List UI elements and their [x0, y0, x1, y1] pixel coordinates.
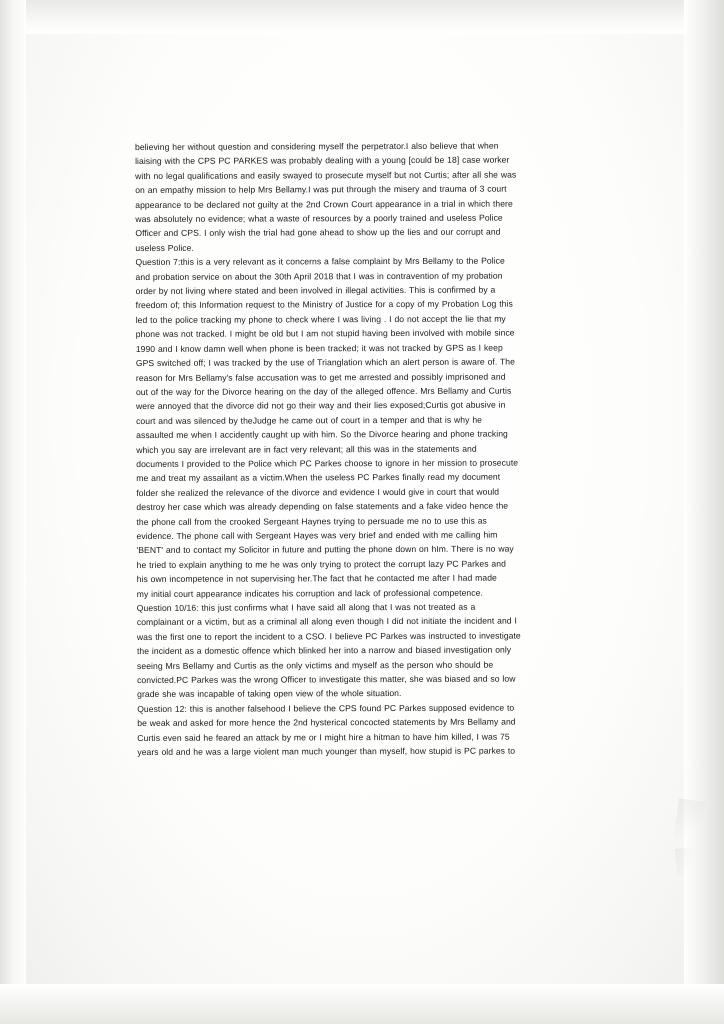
body-line: grade she was incapable of taking open view of the whole situation. [137, 688, 402, 700]
body-line: complainant or a victim, but as a criminal all along even though I did not initiate the incident and I [136, 615, 517, 628]
body-line: were annoyed that the divorce did not go their way and their lies exposed;Curtis got abusive in [136, 399, 506, 412]
page-edge-top-shadow [0, 0, 724, 34]
body-line: destroy her case which was already depending on false statements and a fake video hence the [136, 500, 509, 513]
body-line: appearance to be declared not guilty at the 2nd Crown Court appearance in a trial in which there [135, 198, 513, 210]
body-line: 1990 and I know damn well when phone is been tracked; it was not tracked by GPS as I keep [135, 342, 503, 354]
body-line: documents I provided to the Police which PC Parkes choose to ignore in her mission to prosecute [136, 457, 519, 469]
body-line: Question 7:this is a very relevant as it concerns a false complaint by Mrs Bellamy to the Police [135, 255, 505, 268]
body-line: folder she realized the relevance of the divorce and evidence I would give in court that would [136, 486, 500, 498]
body-line: Officer and CPS. I only wish the trial had gone ahead to show up the lies and our corrupt and [135, 227, 501, 239]
body-line: be weak and asked for more hence the 2nd hysterical concocted statements by Mrs Bellamy and [137, 716, 516, 729]
body-line: with no legal qualifications and easily swayed to prosecute myself but not Curtis; after all she was [135, 169, 517, 181]
body-line: and probation service on about the 30th April 2018 that I was in contravention of my probation [135, 270, 503, 282]
page-edge-bottom-shadow [0, 984, 724, 1024]
body-line: 'BENT' and to contact my Solicitor in future and putting the phone down on hIm. There is no way [136, 543, 514, 556]
body-line: freedom of; this Information request to the Ministry of Justice for a copy of my Probation Log this [135, 299, 513, 311]
body-line: assaulted me when I accidently caught up with him. So the Divorce hearing and phone tracking [136, 428, 508, 441]
body-line: seeing Mrs Bellamy and Curtis as the only victims and myself as the person who should be [136, 659, 494, 671]
document-body-text [135, 138, 581, 759]
body-line: believing her without question and considering myself the perpetrator.I also believe that when [135, 140, 499, 152]
body-line: he tried to explain anything to me he was only trying to protect the corrupt lazy PC Parkes and [136, 558, 506, 570]
body-line: court and was silenced by theJudge he came out of court in a temper and that is why he [136, 414, 483, 426]
body-line: which you say are irrelevant are in fact very relevant; all this was in the statements and [136, 443, 477, 455]
body-line: liaising with the CPS PC PARKES was probably dealing with a young [could be 18] case worker [135, 154, 510, 167]
body-line: his own incompetence in not supervising her.The fact that he contacted me after I had made [136, 572, 497, 585]
body-line: Curtis even said he feared an attack by me or I might hire a hitman to have him killed, I was 75 [137, 731, 510, 743]
body-line: order by not living where stated and been involved in illegal activities. This is confirmed by a [135, 284, 496, 297]
body-line: out of the way for the Divorce hearing on the day of the alleged offence. Mrs Bellamy and Curtis [135, 385, 512, 397]
paper-corner-crease [675, 847, 696, 875]
body-line: Question 10/16: this just confirms what I have said all along that I was not treated as a [136, 601, 476, 613]
body-line: reason for Mrs Bellamy's false accusation was to get me arrested and possibly imprisoned and [135, 371, 506, 383]
page-edge-left-shadow [0, 0, 26, 1024]
body-line: the incident as a domestic offence which blinked her into a narrow and biased investigation only [136, 644, 512, 657]
body-line: was absolutely no evidence; what a waste of resources by a poorly trained and useless Police [135, 212, 503, 225]
body-line: led to the police tracking my phone to check where I was living . I do not accept the lie that my [135, 313, 506, 325]
body-line: Question 12: this is another falsehood I believe the CPS found PC Parkes supposed evidence to [137, 702, 515, 714]
body-line: my initial court appearance indicates his corruption and lack of professional competence. [136, 587, 483, 599]
body-line: phone was not tracked. I might be old but I am not stupid having been involved with mobile since [135, 327, 515, 340]
body-line: GPS switched off; I was tracked by the use of Trianglation which an alert person is aware of. The [135, 356, 515, 369]
body-line: the phone call from the crooked Sergeant Haynes trying to persuade me no to use this as [136, 515, 487, 527]
body-line: useless Police. [135, 242, 194, 253]
body-line: years old and he was a large violent man much younger than myself, how stupid is PC parkes to [137, 745, 516, 758]
body-line: evidence. The phone call with Sergeant Hayes was very brief and ended with me calling him [136, 529, 498, 541]
body-line: was the first one to report the incident to a CSO. I believe PC Parkes was instructed to investigate [136, 630, 521, 642]
body-line: on an empathy mission to help Mrs Bellamy.I was put through the misery and trauma of 3 court [135, 183, 507, 196]
body-line: convicted.PC Parkes was the wrong Officer to investigate this matter, she was biased and so low [137, 673, 516, 686]
body-line: me and treat my assailant as a victim.When the useless PC Parkes finally read my document [136, 471, 501, 484]
